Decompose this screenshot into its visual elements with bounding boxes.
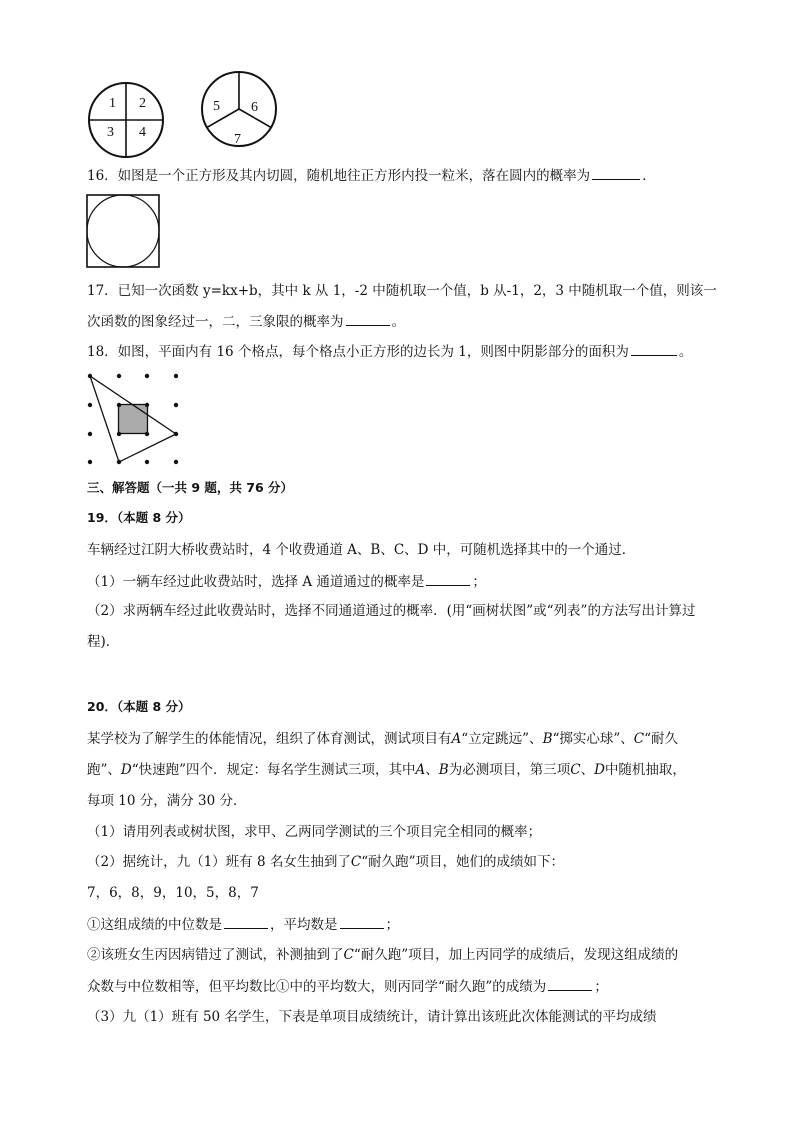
question-18: 18．如图，平面内有 16 个格点，每个格点小正方形的边长为 1，则图中阴影部分的面积为 。 — [87, 341, 692, 362]
question-20-line1: 某学校为了解学生的体能情况，组织了体育测试，测试项目有A“立定跳远”、B“掷实心球”、C“耐久 — [87, 731, 679, 747]
grid-points-figure — [84, 370, 184, 468]
sector-label: 5 — [213, 99, 220, 114]
question-17-line2: 次函数的图象经过一，二，三象限的概率为 。 — [87, 311, 405, 332]
answer-blank — [548, 976, 592, 991]
question-19-head: 19．（本题 8 分） — [87, 510, 191, 525]
sector-label: 7 — [234, 132, 241, 147]
score-list: 7，6，8，9，10，5，8，7 — [87, 885, 259, 901]
question-20-line2: 跑”、D“快速跑”四个．规定：每名学生测试三项，其中A、B为必测项目，第三项C、D中随机抽取， — [87, 762, 686, 778]
sector-label: 4 — [139, 125, 146, 140]
question-20-line3: 每项 10 分，满分 30 分． — [87, 793, 247, 809]
question-19-part2-line1: （2）求两辆车经过此收费站时，选择不同通道通过的概率．(用“画树状图”或“列表”的方法写出计算过 — [87, 603, 696, 619]
question-17-line1: 17．已知一次函数 y=kx+b，其中 k 从 1，-2 中随机取一个值，b 从-1，2，3 中随机取一个值，则该一 — [87, 283, 717, 299]
question-20-sub2-line2: 众数与中位数相等，但平均数比①中的平均数大，则丙同学“耐久跑”的成绩为 ； — [87, 976, 608, 997]
answer-blank — [426, 571, 470, 586]
sector-label: 6 — [251, 100, 258, 115]
question-20-part1: （1）请用列表或树状图，求甲、乙两同学测试的三个项目完全相同的概率； — [87, 824, 542, 840]
question-16-text: 16．如图是一个正方形及其内切圆，随机地往正方形内投一粒米，落在圆内的概率为 — [87, 168, 591, 184]
question-20-part3: （3）九（1）班有 50 名学生，下表是单项目成绩统计，请计算出该班此次体能测试的平均成绩 — [87, 1009, 657, 1025]
spinner-four-sector — [86, 80, 166, 160]
question-20-part2: （2）据统计，九（1）班有 8 名女生抽到了C“耐久跑”项目，她们的成绩如下： — [87, 854, 565, 870]
answer-blank — [592, 165, 640, 180]
answer-blank — [346, 311, 390, 326]
question-16: 16．如图是一个正方形及其内切圆，随机地往正方形内投一粒米，落在圆内的概率为 ． — [87, 165, 656, 186]
question-20-sub1: ①这组成绩的中位数是 ，平均数是 ； — [87, 914, 399, 935]
sector-label: 1 — [109, 96, 116, 111]
sector-label: 3 — [107, 125, 114, 140]
sector-label: 2 — [139, 96, 146, 111]
question-19-part1: （1）一辆车经过此收费站时，选择 A 通道通过的概率是 ； — [87, 571, 486, 592]
question-20-head: 20．（本题 8 分） — [87, 699, 191, 714]
answer-blank — [631, 341, 677, 356]
question-19-intro: 车辆经过江阴大桥收费站时，4 个收费通道 A、B、C、D 中，可随机选择其中的一个通过． — [87, 542, 636, 558]
square-incircle-figure — [86, 194, 160, 268]
question-20-sub2-line1: ②该班女生丙因病错过了测试，补测抽到了C“耐久跑”项目，加上丙同学的成绩后，发现这组成绩的 — [87, 947, 679, 963]
section-title: 三、解答题（一共 9 题，共 76 分） — [87, 480, 294, 495]
question-19-part2-line2: 程)． — [87, 634, 120, 650]
spinner-three-sector — [199, 69, 279, 149]
answer-blank — [340, 914, 384, 929]
answer-blank — [224, 914, 268, 929]
